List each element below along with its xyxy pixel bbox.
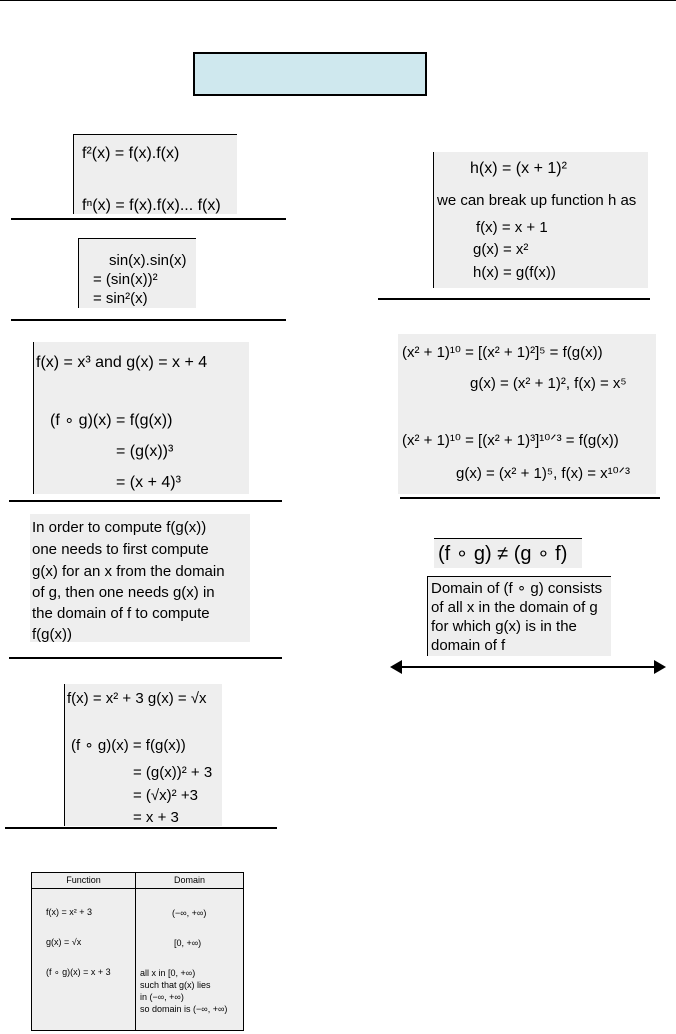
row3-domain-line: all x in [0, +∞) (140, 968, 196, 978)
sqrt-box (64, 684, 222, 826)
table-row (32, 889, 244, 1031)
notcomm-line-1: Domain of (f ∘ g) consists (431, 580, 603, 597)
compute-line-1: In order to compute f(g(x)) (32, 519, 207, 536)
sqrt-line-3: = (g(x))² + 3 (133, 764, 213, 781)
row3-domain-line: such that g(x) lies (140, 980, 211, 990)
row3-domain (140, 967, 227, 1015)
powers10-line-3: (x² + 1)¹⁰ = [(x² + 1)³]¹⁰ᐟ³ = f(g(x)) (402, 432, 619, 449)
divider (5, 827, 277, 829)
compute-line-5: the domain of f to compute (32, 605, 210, 622)
row2-function: g(x) = √x (46, 937, 82, 947)
powers-line-1: f²(x) = f(x).f(x) (82, 145, 180, 162)
row3-domain-line: so domain is (−∞, +∞) (140, 1004, 228, 1014)
sqrt-line-2: (f ∘ g)(x) = f(g(x)) (71, 737, 186, 754)
divider (400, 497, 660, 499)
cube-box (33, 342, 249, 494)
sine-box (78, 238, 196, 308)
top-rule (0, 0, 676, 1)
divider (11, 319, 286, 321)
powers-box (73, 134, 237, 214)
sqrt-line-5: = x + 3 (133, 809, 179, 826)
notcomm-line-4: domain of f (431, 637, 506, 654)
powers10-line-1: (x² + 1)¹⁰ = [(x² + 1)²]⁵ = f(g(x)) (402, 344, 603, 361)
decompose-line-2: we can break up function h as (437, 192, 637, 209)
table-header-function: Function (32, 873, 136, 889)
cube-line-3: = (g(x))³ (116, 443, 174, 460)
sine-line-1: sin(x).sin(x) (109, 252, 187, 269)
sine-line-2: = (sin(x))² (93, 271, 158, 288)
arrow-right-icon (654, 660, 666, 674)
cube-line-4: = (x + 4)³ (116, 474, 181, 491)
notcomm-line-3: for which g(x) is in the (431, 618, 577, 635)
divider (11, 218, 286, 220)
decompose-box (433, 152, 648, 288)
notcomm-line-2: of all x in the domain of g (431, 599, 598, 616)
arrow-left-icon (390, 660, 402, 674)
compute-line-4: of g, then one needs g(x) in (32, 584, 215, 601)
decompose-line-4: g(x) = x² (473, 241, 529, 258)
powers10-box (398, 334, 656, 494)
double-arrow-line (394, 666, 664, 668)
decompose-line-1: h(x) = (x + 1)² (470, 160, 567, 177)
domain-table (31, 872, 244, 1031)
row1-function: f(x) = x² + 3 (46, 907, 93, 917)
compute-line-2: one needs to first compute (32, 541, 209, 558)
row3-domain-line: in (−∞, +∞) (140, 992, 184, 1002)
divider (9, 657, 282, 659)
powers-line-2: fⁿ(x) = f(x).f(x)... f(x) (82, 197, 221, 214)
row2-domain: [0, +∞) (174, 938, 202, 948)
sqrt-line-4: = (√x)² +3 (133, 787, 198, 804)
powers10-line-2: g(x) = (x² + 1)², f(x) = x⁵ (470, 375, 627, 392)
divider (9, 500, 282, 502)
notcomm-headline: (f ∘ g) ≠ (g ∘ f) (438, 543, 568, 565)
row1-domain: (−∞, +∞) (172, 908, 207, 918)
decompose-line-5: h(x) = g(f(x)) (473, 264, 556, 281)
title-box (193, 52, 427, 96)
table-header-domain: Domain (136, 873, 244, 889)
cube-line-2: (f ∘ g)(x) = f(g(x)) (50, 412, 173, 429)
sqrt-line-1: f(x) = x² + 3 g(x) = √x (67, 690, 207, 707)
notcomm-box (427, 576, 611, 656)
sine-line-3: = sin²(x) (93, 290, 148, 307)
compute-line-3: g(x) for an x from the domain (32, 563, 225, 580)
row3-function: (f ∘ g)(x) = x + 3 (46, 967, 111, 977)
powers10-line-4: g(x) = (x² + 1)⁵, f(x) = x¹⁰ᐟ³ (456, 465, 631, 482)
cube-line-1: f(x) = x³ and g(x) = x + 4 (36, 354, 208, 371)
compute-line-6: f(g(x)) (32, 626, 72, 643)
divider (378, 298, 650, 300)
decompose-line-3: f(x) = x + 1 (476, 219, 548, 236)
